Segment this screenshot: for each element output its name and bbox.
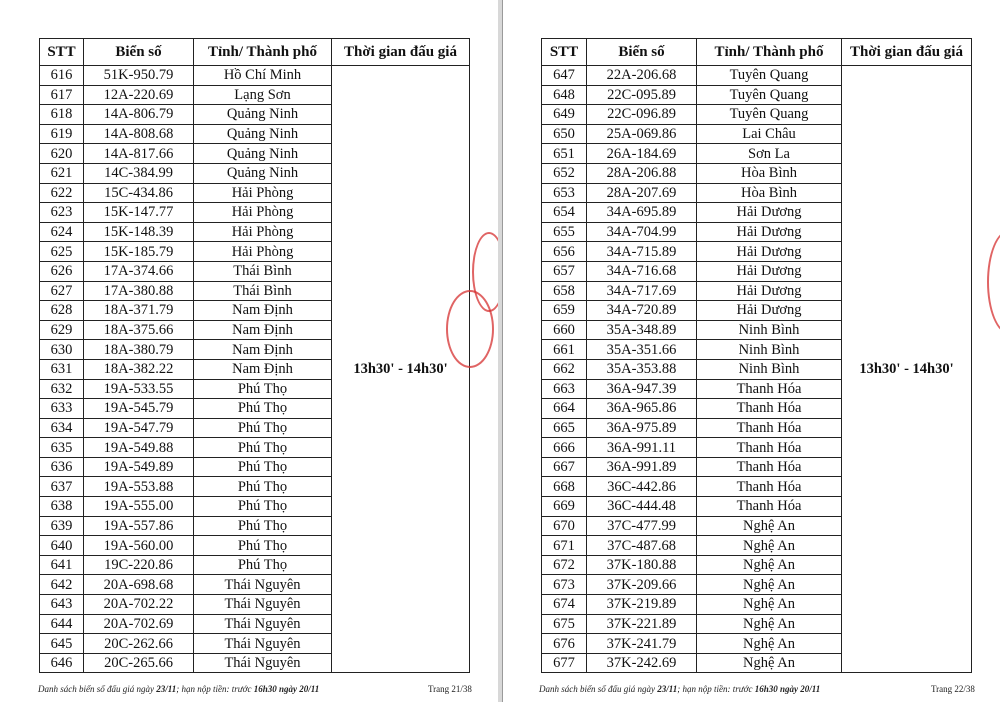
time-slot-cell: 13h30' - 14h30' (842, 66, 972, 673)
cell-plate: 36A-965.86 (587, 399, 697, 419)
cell-stt: 665 (542, 418, 587, 438)
cell-province: Thanh Hóa (697, 418, 842, 438)
header-province: Tỉnh/ Thành phố (194, 39, 332, 66)
cell-stt: 640 (40, 536, 84, 556)
cell-province: Phú Thọ (194, 497, 332, 517)
cell-plate: 19A-555.00 (84, 497, 194, 517)
cell-province: Nghệ An (697, 634, 842, 654)
cell-plate: 34A-695.89 (587, 203, 697, 223)
cell-stt: 620 (40, 144, 84, 164)
cell-province: Thái Nguyên (194, 634, 332, 654)
cell-province: Thanh Hóa (697, 379, 842, 399)
cell-province: Phú Thọ (194, 399, 332, 419)
cell-province: Hải Phòng (194, 242, 332, 262)
cell-province: Thanh Hóa (697, 457, 842, 477)
cell-plate: 36A-947.39 (587, 379, 697, 399)
cell-province: Tuyên Quang (697, 85, 842, 105)
cell-plate: 28A-206.88 (587, 163, 697, 183)
cell-stt: 673 (542, 575, 587, 595)
cell-stt: 667 (542, 457, 587, 477)
cell-province: Hải Dương (697, 281, 842, 301)
cell-plate: 18A-382.22 (84, 359, 194, 379)
cell-province: Thái Nguyên (194, 653, 332, 673)
cell-province: Nam Định (194, 359, 332, 379)
cell-stt: 630 (40, 340, 84, 360)
cell-province: Hồ Chí Minh (194, 66, 332, 86)
document-page-left (0, 0, 499, 702)
table-header-row (542, 39, 972, 66)
cell-plate: 36A-991.11 (587, 438, 697, 458)
cell-province: Thanh Hóa (697, 399, 842, 419)
page-number-left: Trang 21/38 (428, 684, 472, 694)
cell-stt: 649 (542, 105, 587, 125)
cell-province: Thanh Hóa (697, 477, 842, 497)
cell-stt: 664 (542, 399, 587, 419)
cell-plate: 35A-348.89 (587, 320, 697, 340)
cell-plate: 14A-806.79 (84, 105, 194, 125)
cell-stt: 639 (40, 516, 84, 536)
cell-plate: 34A-715.89 (587, 242, 697, 262)
cell-plate: 19A-547.79 (84, 418, 194, 438)
cell-plate: 19A-549.88 (84, 438, 194, 458)
cell-stt: 653 (542, 183, 587, 203)
cell-stt: 650 (542, 124, 587, 144)
header-plate: Biển số (84, 39, 194, 66)
cell-plate: 15K-147.77 (84, 203, 194, 223)
cell-province: Nam Định (194, 340, 332, 360)
cell-stt: 655 (542, 222, 587, 242)
cell-province: Hải Dương (697, 203, 842, 223)
cell-stt: 666 (542, 438, 587, 458)
cell-plate: 14A-808.68 (84, 124, 194, 144)
cell-stt: 631 (40, 359, 84, 379)
footer-prefix: Danh sách biển số đấu giá ngày (38, 684, 154, 694)
cell-province: Lạng Sơn (194, 85, 332, 105)
cell-plate: 34A-716.68 (587, 261, 697, 281)
cell-plate: 22C-095.89 (587, 85, 697, 105)
cell-stt: 638 (40, 497, 84, 517)
cell-plate: 37K-219.89 (587, 595, 697, 615)
cell-province: Quảng Ninh (194, 144, 332, 164)
cell-stt: 670 (542, 516, 587, 536)
cell-stt: 636 (40, 457, 84, 477)
cell-province: Nghệ An (697, 575, 842, 595)
cell-province: Nghệ An (697, 536, 842, 556)
cell-plate: 22A-206.68 (587, 66, 697, 86)
cell-province: Ninh Bình (697, 320, 842, 340)
cell-plate: 14A-817.66 (84, 144, 194, 164)
cell-stt: 646 (40, 653, 84, 673)
cell-plate: 37K-242.69 (587, 653, 697, 673)
cell-province: Nghệ An (697, 555, 842, 575)
cell-province: Thái Bình (194, 281, 332, 301)
cell-stt: 626 (40, 261, 84, 281)
cell-plate: 20A-702.69 (84, 614, 194, 634)
cell-province: Phú Thọ (194, 555, 332, 575)
cell-stt: 663 (542, 379, 587, 399)
cell-stt: 616 (40, 66, 84, 86)
cell-stt: 662 (542, 359, 587, 379)
cell-province: Thanh Hóa (697, 497, 842, 517)
cell-plate: 34A-704.99 (587, 222, 697, 242)
cell-plate: 26A-184.69 (587, 144, 697, 164)
cell-province: Nghệ An (697, 516, 842, 536)
cell-province: Thái Nguyên (194, 595, 332, 615)
page-footer-left (38, 684, 319, 694)
cell-stt: 657 (542, 261, 587, 281)
cell-province: Hải Dương (697, 222, 842, 242)
header-stt: STT (40, 39, 84, 66)
footer-date: 23/11 (657, 684, 678, 694)
cell-plate: 19C-220.86 (84, 555, 194, 575)
cell-stt: 622 (40, 183, 84, 203)
cell-plate: 36C-442.86 (587, 477, 697, 497)
cell-plate: 25A-069.86 (587, 124, 697, 144)
cell-plate: 37K-241.79 (587, 634, 697, 654)
cell-plate: 18A-375.66 (84, 320, 194, 340)
cell-province: Lai Châu (697, 124, 842, 144)
cell-stt: 633 (40, 399, 84, 419)
cell-stt: 654 (542, 203, 587, 223)
cell-province: Hải Dương (697, 301, 842, 321)
cell-stt: 656 (542, 242, 587, 262)
cell-stt: 618 (40, 105, 84, 125)
cell-plate: 15K-148.39 (84, 222, 194, 242)
cell-stt: 671 (542, 536, 587, 556)
cell-plate: 37K-180.88 (587, 555, 697, 575)
cell-stt: 647 (542, 66, 587, 86)
cell-province: Hải Dương (697, 242, 842, 262)
cell-stt: 643 (40, 595, 84, 615)
cell-plate: 36A-991.89 (587, 457, 697, 477)
cell-stt: 635 (40, 438, 84, 458)
cell-province: Phú Thọ (194, 477, 332, 497)
cell-stt: 642 (40, 575, 84, 595)
cell-stt: 645 (40, 634, 84, 654)
cell-province: Nghệ An (697, 653, 842, 673)
cell-stt: 627 (40, 281, 84, 301)
cell-plate: 22C-096.89 (587, 105, 697, 125)
header-province: Tỉnh/ Thành phố (697, 39, 842, 66)
auction-table-left (39, 38, 470, 673)
cell-stt: 659 (542, 301, 587, 321)
cell-plate: 19A-553.88 (84, 477, 194, 497)
cell-stt: 672 (542, 555, 587, 575)
cell-province: Phú Thọ (194, 438, 332, 458)
cell-plate: 15C-434.86 (84, 183, 194, 203)
cell-province: Thái Bình (194, 261, 332, 281)
cell-province: Nghệ An (697, 614, 842, 634)
footer-mid: ; hạn nộp tiền: trước (677, 684, 753, 694)
cell-stt: 652 (542, 163, 587, 183)
cell-plate: 20A-698.68 (84, 575, 194, 595)
cell-plate: 37K-221.89 (587, 614, 697, 634)
cell-plate: 37C-477.99 (587, 516, 697, 536)
document-page-right (502, 0, 1000, 702)
cell-stt: 669 (542, 497, 587, 517)
header-plate: Biển số (587, 39, 697, 66)
cell-stt: 651 (542, 144, 587, 164)
cell-plate: 17A-380.88 (84, 281, 194, 301)
cell-stt: 624 (40, 222, 84, 242)
cell-stt: 617 (40, 85, 84, 105)
cell-plate: 37C-487.68 (587, 536, 697, 556)
cell-plate: 17A-374.66 (84, 261, 194, 281)
cell-plate: 19A-557.86 (84, 516, 194, 536)
cell-plate: 28A-207.69 (587, 183, 697, 203)
cell-province: Nam Định (194, 301, 332, 321)
cell-province: Hải Phòng (194, 222, 332, 242)
cell-stt: 632 (40, 379, 84, 399)
cell-province: Thanh Hóa (697, 438, 842, 458)
cell-stt: 621 (40, 163, 84, 183)
cell-plate: 36A-975.89 (587, 418, 697, 438)
table-row (40, 66, 470, 86)
cell-stt: 660 (542, 320, 587, 340)
header-time: Thời gian đấu giá (842, 39, 972, 66)
cell-plate: 36C-444.48 (587, 497, 697, 517)
cell-province: Nam Định (194, 320, 332, 340)
cell-stt: 677 (542, 653, 587, 673)
cell-province: Tuyên Quang (697, 66, 842, 86)
cell-stt: 623 (40, 203, 84, 223)
cell-province: Phú Thọ (194, 536, 332, 556)
cell-province: Quảng Ninh (194, 124, 332, 144)
cell-stt: 668 (542, 477, 587, 497)
cell-province: Quảng Ninh (194, 163, 332, 183)
cell-plate: 18A-380.79 (84, 340, 194, 360)
cell-plate: 34A-720.89 (587, 301, 697, 321)
cell-plate: 12A-220.69 (84, 85, 194, 105)
cell-stt: 641 (40, 555, 84, 575)
cell-plate: 19A-560.00 (84, 536, 194, 556)
cell-province: Hải Dương (697, 261, 842, 281)
table-row (542, 66, 972, 86)
cell-stt: 634 (40, 418, 84, 438)
footer-deadline: 16h30 ngày 20/11 (253, 684, 320, 694)
cell-province: Sơn La (697, 144, 842, 164)
cell-province: Phú Thọ (194, 418, 332, 438)
cell-province: Hòa Bình (697, 163, 842, 183)
page-footer-right (539, 684, 820, 694)
cell-province: Ninh Bình (697, 340, 842, 360)
cell-plate: 20C-262.66 (84, 634, 194, 654)
cell-province: Hải Phòng (194, 183, 332, 203)
cell-stt: 625 (40, 242, 84, 262)
cell-plate: 35A-351.66 (587, 340, 697, 360)
cell-stt: 648 (542, 85, 587, 105)
cell-plate: 35A-353.88 (587, 359, 697, 379)
cell-plate: 18A-371.79 (84, 301, 194, 321)
cell-plate: 51K-950.79 (84, 66, 194, 86)
cell-stt: 637 (40, 477, 84, 497)
cell-plate: 20C-265.66 (84, 653, 194, 673)
cell-province: Tuyên Quang (697, 105, 842, 125)
cell-stt: 629 (40, 320, 84, 340)
cell-plate: 20A-702.22 (84, 595, 194, 615)
page-number-right: Trang 22/38 (931, 684, 975, 694)
cell-province: Quảng Ninh (194, 105, 332, 125)
cell-province: Phú Thọ (194, 379, 332, 399)
table-header-row (40, 39, 470, 66)
cell-stt: 628 (40, 301, 84, 321)
cell-stt: 644 (40, 614, 84, 634)
cell-province: Hòa Bình (697, 183, 842, 203)
footer-prefix: Danh sách biển số đấu giá ngày (539, 684, 655, 694)
header-time: Thời gian đấu giá (332, 39, 470, 66)
footer-deadline: 16h30 ngày 20/11 (754, 684, 821, 694)
cell-plate: 19A-549.89 (84, 457, 194, 477)
cell-province: Thái Nguyên (194, 614, 332, 634)
cell-stt: 658 (542, 281, 587, 301)
cell-plate: 19A-533.55 (84, 379, 194, 399)
cell-stt: 676 (542, 634, 587, 654)
cell-province: Ninh Bình (697, 359, 842, 379)
footer-date: 23/11 (156, 684, 177, 694)
cell-plate: 34A-717.69 (587, 281, 697, 301)
auction-table-right (541, 38, 972, 673)
header-stt: STT (542, 39, 587, 66)
cell-plate: 37K-209.66 (587, 575, 697, 595)
cell-stt: 619 (40, 124, 84, 144)
cell-province: Nghệ An (697, 595, 842, 615)
cell-plate: 15K-185.79 (84, 242, 194, 262)
cell-province: Phú Thọ (194, 457, 332, 477)
cell-stt: 674 (542, 595, 587, 615)
cell-province: Hải Phòng (194, 203, 332, 223)
time-slot-cell: 13h30' - 14h30' (332, 66, 470, 673)
cell-plate: 14C-384.99 (84, 163, 194, 183)
cell-stt: 675 (542, 614, 587, 634)
cell-province: Phú Thọ (194, 516, 332, 536)
cell-province: Thái Nguyên (194, 575, 332, 595)
cell-plate: 19A-545.79 (84, 399, 194, 419)
footer-mid: ; hạn nộp tiền: trước (176, 684, 252, 694)
cell-stt: 661 (542, 340, 587, 360)
